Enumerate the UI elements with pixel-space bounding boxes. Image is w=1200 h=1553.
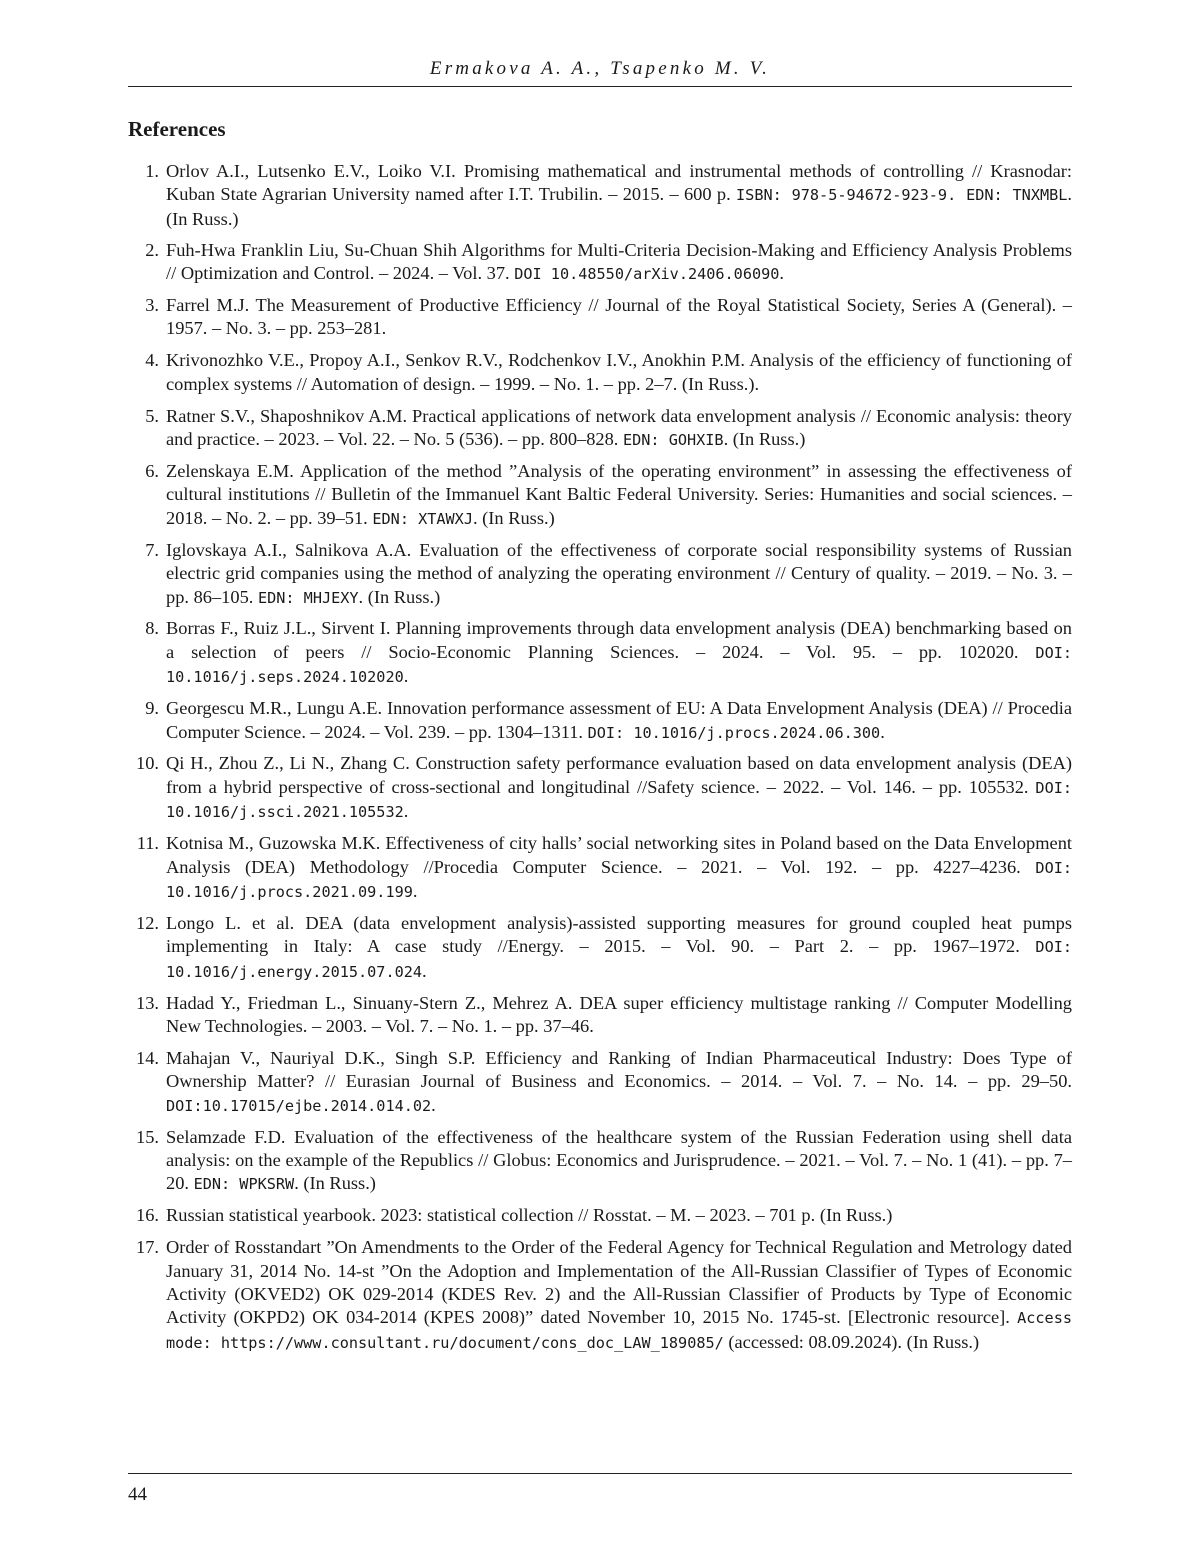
running-head: Ermakova A. A., Tsapenko M. V.	[128, 58, 1072, 80]
reference-text: Krivonozhko V.E., Propoy A.I., Senkov R.V., Rodchenkov I.V., Anokhin P.M. Analysis of the efficiency of functioning of complex systems // Automation of design. – 1999. – No. 1. – pp. 2–7. (In Russ.).	[166, 350, 1072, 393]
reference-text: Borras F., Ruiz J.L., Sirvent I. Planning improvements through data envelopment analysis (DEA) benchmarking based on a selection of peers // Socio-Economic Planning Sciences. – 2024. – Vol. 95. – pp. 102020.	[166, 618, 1072, 661]
reference-text: Georgescu M.R., Lungu A.E. Innovation performance assessment of EU: A Data Envelopment Analysis (DEA) // Procedia Computer Science. – 2024. – Vol. 239. – pp. 1304–1311.	[166, 698, 1072, 741]
reference-item	[128, 349, 1072, 397]
reference-tail: . (In Russ.)	[724, 429, 806, 449]
reference-number: 10.	[128, 752, 159, 775]
reference-identifier: DOI: 10.1016/j.procs.2021.09.199	[166, 859, 1072, 901]
reference-text: Selamzade F.D. Evaluation of the effectiveness of the healthcare system of the Russian Federation using shell data analysis: on the example of the Republics // Globus: Economics and Jurisprudence. – 2021. – Vol. 7. – No. 1 (41). – pp. 7–20.	[166, 1127, 1072, 1194]
reference-number: 3.	[128, 294, 159, 317]
reference-identifier: EDN: MHJEXY	[258, 589, 359, 607]
reference-item	[128, 1126, 1072, 1197]
reference-identifier: DOI:10.17015/ejbe.2014.014.02	[166, 1097, 431, 1115]
reference-text: Ratner S.V., Shaposhnikov A.M. Practical applications of network data envelopment analysis // Economic analysis: theory and practice. – 2023. – Vol. 22. – No. 5 (536). – pp. 800–828.	[166, 406, 1072, 449]
reference-text: Order of Rosstandart ”On Amendments to the Order of the Federal Agency for Technical Regulation and Metrology dated January 31, 2014 No. 14-st ”On the Adoption and Implementation of the All-Russian Classifier of Types of Economic Activity (OKVED2) OK 029-2014 (KDES Rev. 2) and the All-Russian Classifier of Products by Type of Economic Activity (OKPD2) OK 034-2014 (KPES 2008)” dated November 10, 2015 No. 1745-st. [Electronic resource].	[166, 1237, 1072, 1327]
reference-item	[128, 460, 1072, 531]
reference-item	[128, 239, 1072, 287]
footer-rule	[128, 1473, 1072, 1474]
reference-link[interactable]: Access mode: https://www.consultant.ru/document/cons_doc_LAW_189085/	[166, 1309, 1072, 1351]
reference-text: Russian statistical yearbook. 2023: statistical collection // Rosstat. – M. – 2023. – 701 p. (In Russ.)	[166, 1205, 892, 1225]
reference-identifier: DOI: 10.1016/j.energy.2015.07.024	[166, 938, 1072, 980]
reference-tail: .	[779, 263, 784, 283]
reference-number: 5.	[128, 405, 159, 428]
reference-identifier: EDN: XTAWXJ	[372, 510, 473, 528]
reference-text: Zelenskaya E.M. Application of the method ”Analysis of the operating environment” in assessing the effectiveness of cultural institutions // Bulletin of the Immanuel Kant Baltic Federal University. Series: Humanities and social sciences. – 2018. – No. 2. – pp. 39–51.	[166, 461, 1072, 528]
reference-identifier: DOI: 10.1016/j.seps.2024.102020	[166, 644, 1072, 686]
reference-number: 2.	[128, 239, 159, 262]
reference-list	[128, 160, 1072, 1363]
reference-text: Longo L. et al. DEA (data envelopment analysis)-assisted supporting measures for ground coupled heat pumps implementing in Italy: A case study //Energy. – 2015. – Vol. 90. – Part 2. – pp. 1967–1972.	[166, 913, 1072, 956]
reference-text: Orlov A.I., Lutsenko E.V., Loiko V.I. Promising mathematical and instrumental methods of controlling // Krasnodar: Kuban State Agrarian University named after I.T. Trubilin. – 2015. – 600 p.	[166, 161, 1072, 204]
reference-number: 11.	[128, 832, 159, 855]
reference-text: Fuh-Hwa Franklin Liu, Su-Chuan Shih Algorithms for Multi-Criteria Decision-Making and Efficiency Analysis Problems // Optimization and Control. – 2024. – Vol. 37.	[166, 240, 1072, 283]
reference-identifier: DOI: 10.1016/j.ssci.2021.105532	[166, 779, 1072, 821]
header-rule	[128, 86, 1072, 87]
reference-item	[128, 294, 1072, 342]
page-number: 44	[128, 1484, 147, 1506]
reference-identifier: DOI 10.48550/arXiv.2406.06090	[514, 265, 779, 283]
reference-number: 13.	[128, 992, 159, 1015]
reference-number: 16.	[128, 1204, 159, 1227]
reference-text: Hadad Y., Friedman L., Sinuany-Stern Z., Mehrez A. DEA super efficiency multistage ranking // Computer Modelling New Technologies. – 2003. – Vol. 7. – No. 1. – pp. 37–46.	[166, 993, 1072, 1036]
reference-tail: . (In Russ.)	[359, 587, 441, 607]
reference-number: 9.	[128, 697, 159, 720]
reference-item	[128, 912, 1072, 984]
reference-text: Farrel M.J. The Measurement of Productive Efficiency // Journal of the Royal Statistical Society, Series A (General). – 1957. – No. 3. – pp. 253–281.	[166, 295, 1072, 338]
reference-number: 17.	[128, 1236, 159, 1259]
reference-item	[128, 617, 1072, 689]
reference-text: Qi H., Zhou Z., Li N., Zhang C. Construction safety performance evaluation based on data envelopment analysis (DEA) from a hybrid perspective of cross-sectional and longitudinal //Safety science. – 2022. – Vol. 146. – pp. 105532.	[166, 753, 1072, 796]
reference-text: Mahajan V., Nauriyal D.K., Singh S.P. Efficiency and Ranking of Indian Pharmaceutical Industry: Does Type of Ownership Matter? // Eurasian Journal of Business and Economics. – 2014. – Vol. 7. – No. 14. – pp. 29–50.	[166, 1048, 1072, 1091]
reference-number: 7.	[128, 539, 159, 562]
reference-text: Kotnisa M., Guzowska M.K. Effectiveness of city halls’ social networking sites in Poland based on the Data Envelopment Analysis (DEA) Methodology //Procedia Computer Science. – 2021. – Vol. 192. – pp. 4227–4236.	[166, 833, 1072, 876]
reference-number: 14.	[128, 1047, 159, 1070]
reference-text: Iglovskaya A.I., Salnikova A.A. Evaluation of the effectiveness of corporate social responsibility systems of Russian electric grid companies using the method of analyzing the operating environment // Century of quality. – 2019. – No. 3. – pp. 86–105.	[166, 540, 1072, 607]
reference-tail: .	[404, 801, 409, 821]
reference-number: 12.	[128, 912, 159, 935]
reference-identifier: DOI: 10.1016/j.procs.2024.06.300	[588, 724, 881, 742]
reference-tail: . (In Russ.)	[166, 184, 1072, 228]
reference-number: 1.	[128, 160, 159, 183]
reference-item	[128, 1047, 1072, 1118]
reference-number: 8.	[128, 617, 159, 640]
reference-tail: . (In Russ.)	[473, 508, 555, 528]
reference-item	[128, 752, 1072, 824]
reference-tail: .	[404, 666, 409, 686]
reference-tail: . (In Russ.)	[294, 1173, 376, 1193]
section-title: References	[128, 117, 226, 142]
reference-number: 15.	[128, 1126, 159, 1149]
reference-number: 6.	[128, 460, 159, 483]
reference-tail: .	[422, 961, 427, 981]
reference-identifier: EDN: GOHXIB	[623, 431, 724, 449]
reference-item	[128, 697, 1072, 745]
reference-identifier: ISBN: 978-5-94672-923-9. EDN: TNXMBL	[736, 186, 1067, 204]
reference-item	[128, 832, 1072, 904]
reference-tail: .	[413, 881, 418, 901]
reference-item	[128, 160, 1072, 231]
reference-item	[128, 1204, 1072, 1228]
reference-tail: (accessed: 08.09.2024). (In Russ.)	[724, 1332, 979, 1352]
reference-item	[128, 1236, 1072, 1355]
reference-number: 4.	[128, 349, 159, 372]
reference-item	[128, 539, 1072, 610]
reference-identifier: EDN: WPKSRW	[194, 1175, 295, 1193]
reference-item	[128, 405, 1072, 453]
reference-tail: .	[431, 1095, 436, 1115]
reference-item	[128, 992, 1072, 1040]
reference-tail: .	[880, 722, 885, 742]
